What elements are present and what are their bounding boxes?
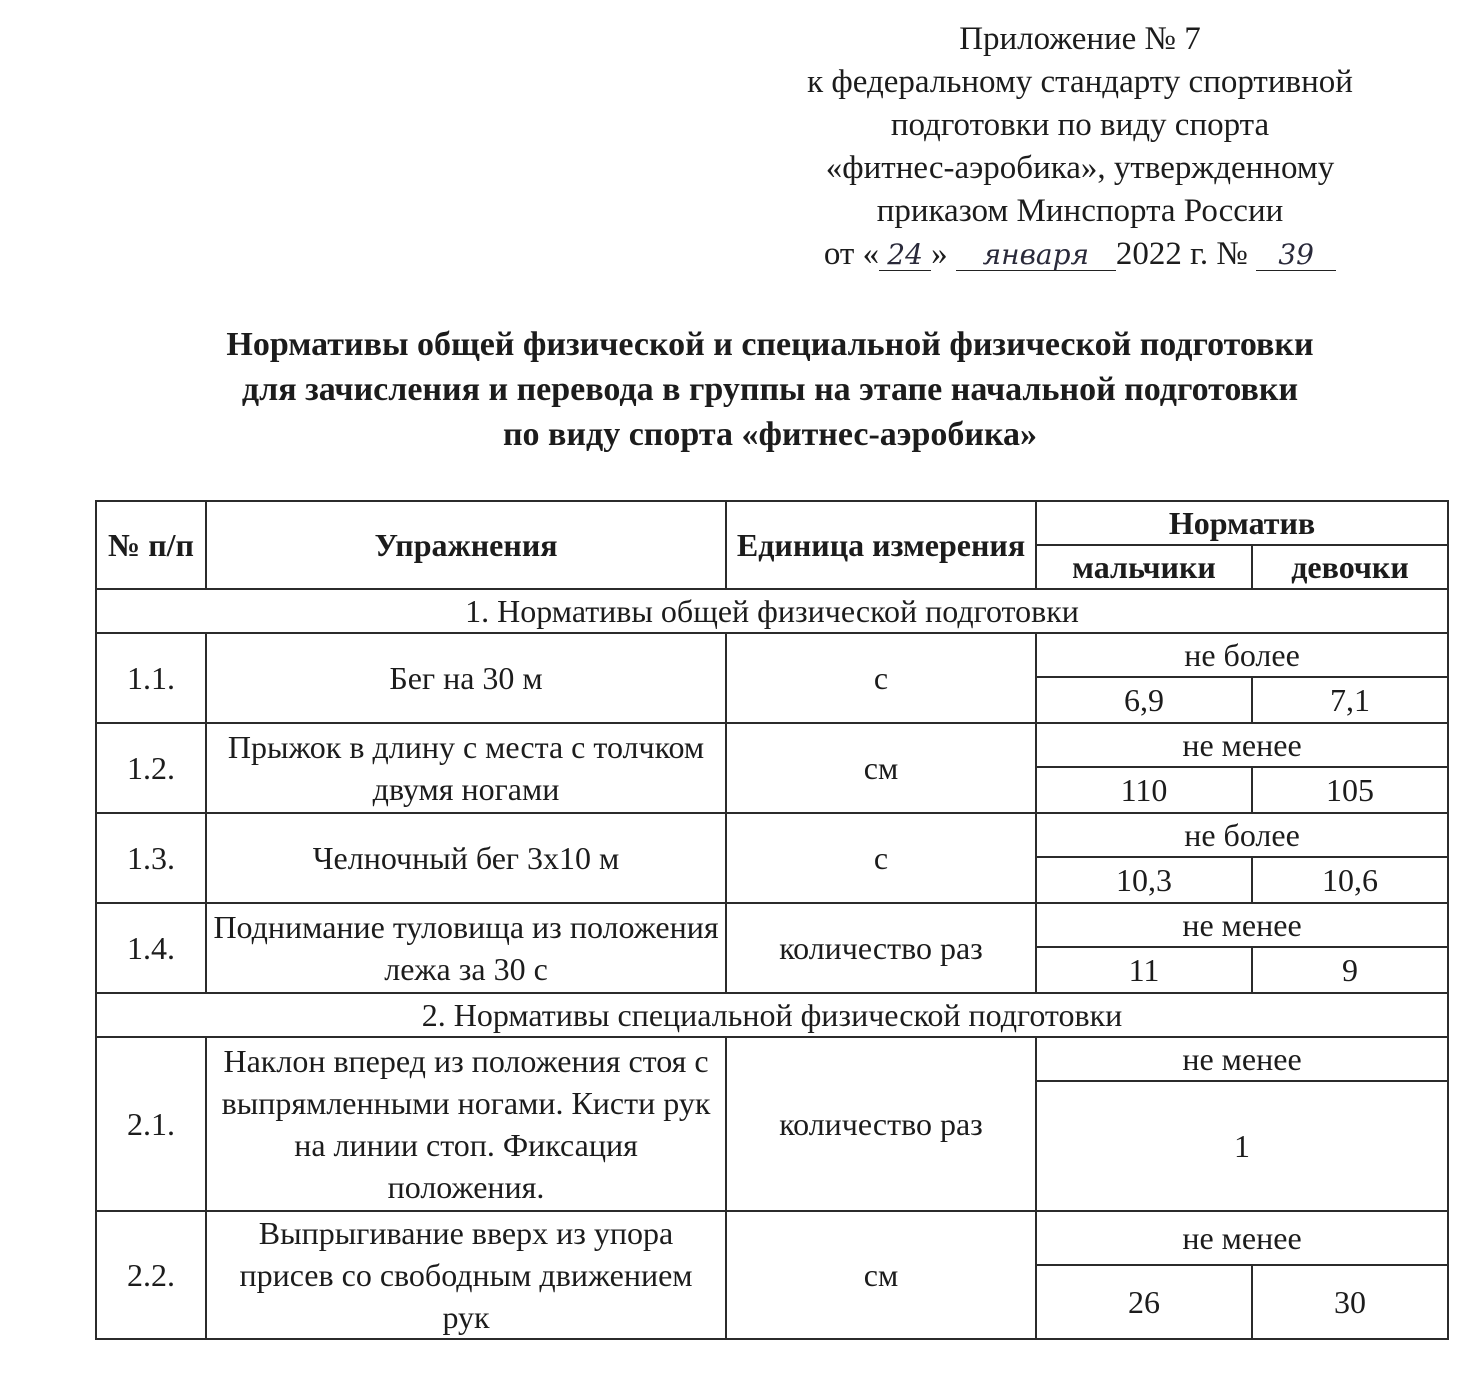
row-girls-value: 105 xyxy=(1252,767,1448,813)
row-condition: не менее xyxy=(1036,903,1448,947)
row-unit: см xyxy=(726,1211,1036,1339)
header-boys: мальчики xyxy=(1036,545,1252,589)
row-unit: с xyxy=(726,813,1036,903)
header-num: № п/п xyxy=(96,501,206,589)
row-exercise: Поднимание туловища из положения лежа за 30 с xyxy=(206,903,726,993)
handwritten-day: 24 xyxy=(879,240,931,271)
section-title: 1. Нормативы общей физической подготовки xyxy=(96,589,1448,633)
row-condition: не менее xyxy=(1036,1037,1448,1081)
row-num: 1.2. xyxy=(96,723,206,813)
section-title: 2. Нормативы специальной физической подготовки xyxy=(96,993,1448,1037)
row-boys-value: 110 xyxy=(1036,767,1252,813)
row-exercise: Прыжок в длину с места с толчком двумя ногами xyxy=(206,723,726,813)
row-unit: см xyxy=(726,723,1036,813)
title-line: Нормативы общей физической и специальной физической подготовки xyxy=(226,326,1314,363)
appendix-line: подготовки по виду спорта xyxy=(890,107,1270,143)
row-condition: не менее xyxy=(1036,723,1448,767)
row-boys-value: 26 xyxy=(1036,1265,1252,1339)
row-num: 1.3. xyxy=(96,813,206,903)
row-boys-value: 6,9 xyxy=(1036,677,1252,723)
row-condition: не более xyxy=(1036,813,1448,857)
row-exercise: Наклон вперед из положения стоя с выпрямленными ногами. Кисти рук на линии стоп. Фиксация положения. xyxy=(206,1037,726,1211)
row-girls-value: 9 xyxy=(1252,947,1448,993)
norms-table xyxy=(95,500,1449,1340)
appendix-line: к федеральному стандарту спортивной xyxy=(807,64,1353,100)
header-girls: девочки xyxy=(1252,545,1448,589)
row-unit: количество раз xyxy=(726,903,1036,993)
row-boys-value: 11 xyxy=(1036,947,1252,993)
row-combined-value: 1 xyxy=(1036,1081,1448,1211)
row-condition: не менее xyxy=(1036,1211,1448,1265)
appendix-header xyxy=(740,18,1420,276)
row-exercise: Выпрыгивание вверх из упора присев со свободным движением рук xyxy=(206,1211,726,1339)
row-num: 2.1. xyxy=(96,1037,206,1211)
date-year: 2022 г. № xyxy=(1115,236,1248,272)
title-line: по виду спорта «фитнес-аэробика» xyxy=(502,416,1038,453)
row-unit: с xyxy=(726,633,1036,723)
handwritten-order-number: 39 xyxy=(1256,240,1336,271)
row-exercise: Челночный бег 3х10 м xyxy=(206,813,726,903)
row-condition: не более xyxy=(1036,633,1448,677)
row-girls-value: 30 xyxy=(1252,1265,1448,1339)
date-prefix: от « xyxy=(823,236,880,272)
appendix-line: «фитнес-аэробика», утвержденному xyxy=(825,150,1335,186)
row-girls-value: 7,1 xyxy=(1252,677,1448,723)
header-norm: Норматив xyxy=(1036,501,1448,545)
header-unit: Единица измерения xyxy=(726,501,1036,589)
row-girls-value: 10,6 xyxy=(1252,857,1448,903)
row-num: 1.4. xyxy=(96,903,206,993)
row-unit: количество раз xyxy=(726,1037,1036,1211)
handwritten-month: января xyxy=(956,240,1116,271)
order-date-line xyxy=(740,233,1420,276)
row-num: 2.2. xyxy=(96,1211,206,1339)
document-title xyxy=(100,322,1440,457)
appendix-number: Приложение № 7 xyxy=(959,21,1201,57)
row-num: 1.1. xyxy=(96,633,206,723)
row-boys-value: 10,3 xyxy=(1036,857,1252,903)
date-quote-close: » xyxy=(931,236,948,272)
title-line: для зачисления и перевода в группы на этапе начальной подготовки xyxy=(241,371,1299,408)
row-exercise: Бег на 30 м xyxy=(206,633,726,723)
appendix-line: приказом Минспорта России xyxy=(876,193,1284,229)
header-exercise: Упражнения xyxy=(206,501,726,589)
